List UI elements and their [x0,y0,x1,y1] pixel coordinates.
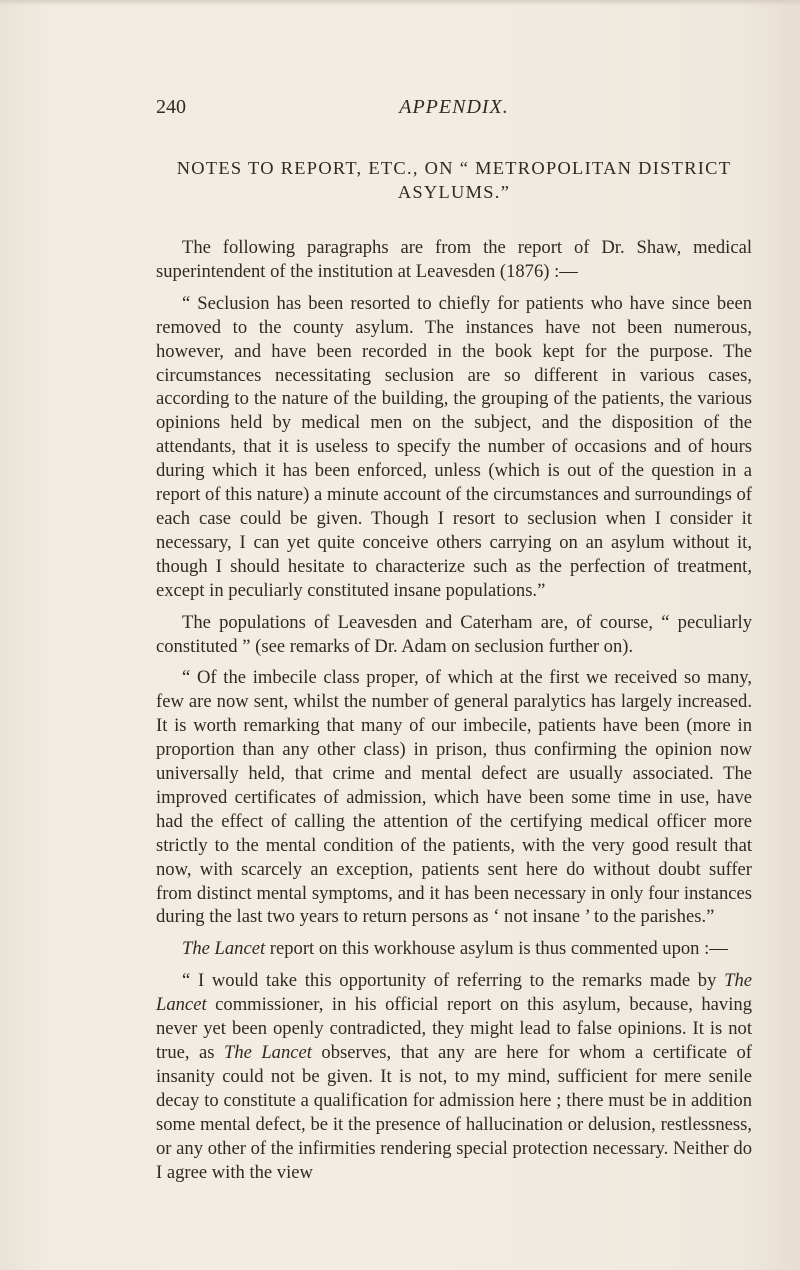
paragraph-lancet-quote [156,969,752,1184]
section-heading-line-2: ASYLUMS.” [397,182,511,202]
paragraph-text: commissioner, in his official report on this asylum, because, having never yet been openly contradicted, they might lead to false opinions. It is not true, as [156,994,752,1063]
italic-journal-title: The Lancet [223,1042,312,1063]
paragraph-populations: The populations of Leavesden and Caterham are, of course, “ peculiarly constituted ” (see remarks of Dr. Adam on seclusion further on). [156,611,752,657]
paragraph-text: observes, that any are here for whom a certificate of insanity could not be given. It is not, to my mind, sufficient for mere senile decay to constitute a qualification for admission here ; there must be in addition some mental defect, be it the presence of hallucination or delusion, restlessness, or any other of the infirmities rendering special protection necessary. Neither do I agree with the view [156,1042,752,1183]
paragraph-seclusion-quote: “ Seclusion has been resorted to chiefly for patients who have since been removed to the county asylum. The instances have not been numerous, however, and have been recorded in the book kept for the purpose. The circumstances necessitating seclusion are so different in various cases, according to the nature of the building, the grouping of the patients, the various opinions held by medical men on the subject, and the disposition of the attendants, that it is useless to specify the number of occasions and of hours during which it has been enforced, unless (which is out of the question in a report of this nature) a minute account of the circumstances and surroundings of each case could be given. Though I resort to seclusion when I consider it necessary, I can yet quite conceive others carrying on an asylum without it, though I should hesitate to characterize such as the perfection of treatment, except in peculiarly constituted insane populations.” [156,292,752,601]
page-shadow [0,0,800,6]
page-number: 240 [156,96,186,118]
section-heading [156,156,752,204]
paragraph-lancet-comment [156,937,752,961]
paragraph-intro: The following paragraphs are from the report of Dr. Shaw, medical superintendent of the institution at Leavesden (1876) :— [156,237,752,282]
italic-journal-title: The Lancet [182,938,266,960]
running-title: APPENDIX. [399,96,509,118]
paragraph-text: report on this workhouse asylum is thus commented upon :— [265,938,728,960]
paragraph-imbecile-quote: “ Of the imbecile class proper, of which at the first we received so many, few are now sent, whilst the number of general paralytics has largely increased. It is worth remarking that many of our imbecile, patients have been (more in proportion than any other class) in prison, thus confirming the opinion now universally held, that crime and mental defect are usually associated. The improved certificates of admission, which have been some time in use, have had the effect of calling the attention of the certifying medical officer more strictly to the mental condition of the patients, with the very good result that now, with scarcely an exception, patients sent here do without doubt suffer from distinct mental symptoms, and it has been necessary in only four instances during the last two years to return persons as ‘ not insane ’ to the parishes.” [156,667,752,928]
text-block [156,156,752,1192]
paragraph-text: “ I would take this opportunity of referring to the remarks made by [182,970,725,992]
italic-journal-title: The Lancet [156,970,752,1016]
section-heading-line-1: NOTES TO REPORT, ETC., ON “ METROPOLITAN DISTRICT [176,158,732,178]
running-head [156,96,752,124]
